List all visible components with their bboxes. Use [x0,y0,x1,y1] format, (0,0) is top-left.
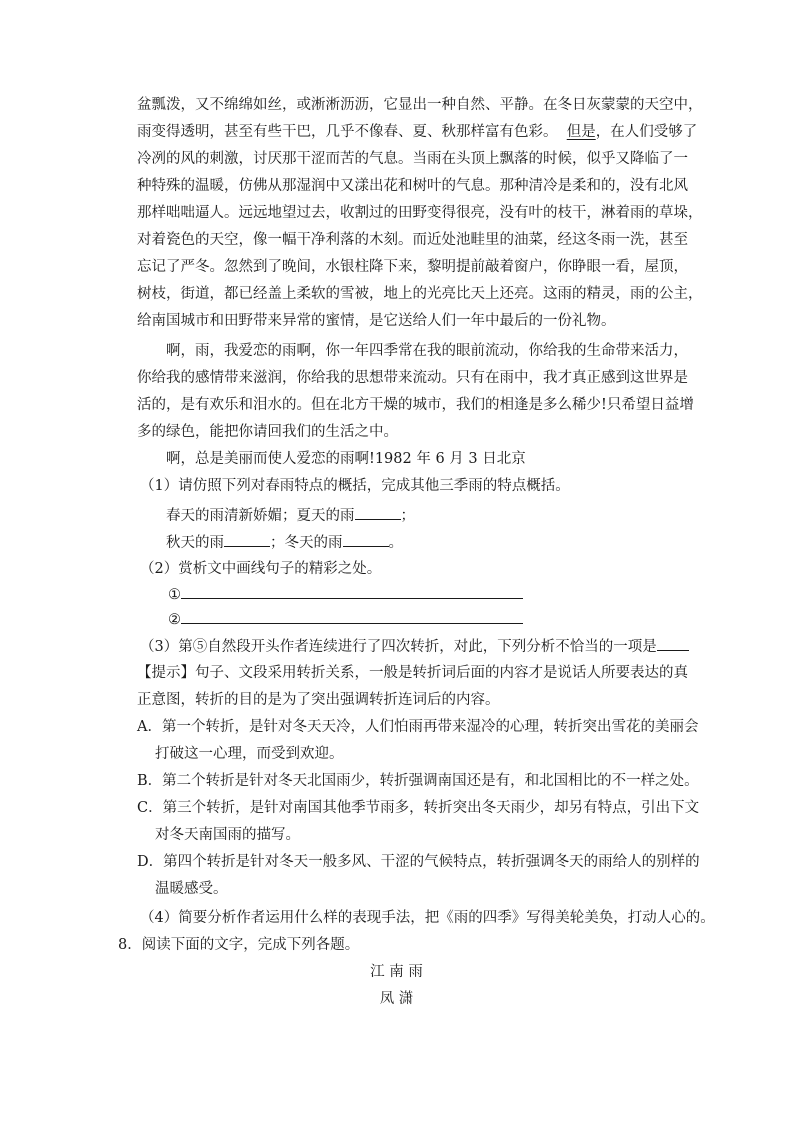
passage-line [137,122,697,142]
prompt-text: 秋天的雨 [166,535,224,551]
option-c-cont: 对冬天南国雨的描写。 [155,827,300,843]
passage-line: 那样咄咄逼人。远远地望过去，收割过的田野变得很亮，没有叶的枝干，淋着雨的草垛， [137,205,703,221]
hint-line [137,663,688,683]
question-2: （2）赏析文中画线句子的精彩之处。 [140,561,382,577]
passage-line: 对着瓷色的天空，像一幅干净利落的木刻。而近处池畦里的油菜，经这冬雨一洗，甚至 [137,232,688,248]
question-1-line [166,532,403,553]
answer-blank[interactable] [355,505,401,520]
passage-line: 盆瓢泼，又不绵绵如丝，或淅淅沥沥，它显出一种自然、平静。在冬日灰蒙蒙的天空中， [137,97,703,113]
passage-line: 你给我的感情带来滋润，你给我的思想带来流动。只有在雨中，我才真正感到这世界是 [137,370,688,386]
passage-line: 啊，雨，我爱恋的雨啊，你一年四季常在我的眼前流动，你给我的生命带来活力， [166,343,688,359]
hint-line: 正意图，转折的目的是为了突出强调转折连词后的内容。 [137,692,500,708]
prompt-text: 春天的雨清新娇媚；夏天的雨 [166,508,355,524]
option-d[interactable]: D．第四个转折是针对冬天一般多风、干涩的气候特点，转折强调冬天的雨给人的别样的 [137,854,700,870]
passage-line: 冷冽的风的刺激，讨厌那干涩而苦的气息。当雨在头顶上飘落的时候，似乎又降临了一 [137,151,688,167]
article-title: 江 南 雨 [370,964,423,980]
option-a-cont: 打破这一心理，而受到欢迎。 [155,746,344,762]
question-1-line [166,505,415,526]
passage-text: 雨变得透明，甚至有些干巴，几乎不像春、夏、秋那样富有色彩。 [137,124,558,140]
passage-line: 活的，是有欢乐和泪水的。但在北方干燥的城市，我们的相逢是多么稀少!只希望日益增 [137,397,694,413]
option-c[interactable]: C．第三个转折，是针对南国其他季节雨多，转折突出冬天雨少，却另有特点，引出下文 [137,800,700,816]
passage-line: 多的绿色，能把你请回我们的生活之中。 [137,424,398,440]
question-3 [140,636,689,657]
punct: ； [400,508,415,524]
prompt-text: ；冬天的雨 [270,535,343,551]
answer-blank[interactable] [657,636,689,651]
option-b[interactable]: B．第二个转折是针对冬天北国雨少，转折强调南国还是有，和北国相比的不一样之处。 [137,773,699,789]
question-1: （1）请仿照下列对春雨特点的概括，完成其他三季雨的特点概括。 [140,478,570,494]
question-8: 8．阅读下面的文字，完成下列各题。 [118,937,360,953]
option-d-cont: 温暖感受。 [155,881,228,897]
hint-label: 【提示】 [137,665,195,681]
underlined-word: 但是 [566,124,596,140]
question-2-item [168,609,523,630]
passage-line: 忘记了严冬。忽然到了晚间，水银柱降下来，黎明提前敲着窗户，你睁眼一看，屋顶， [137,259,688,275]
passage-line: 种特殊的温暖，仿佛从那湿润中又漾出花和树叶的气息。那种清冷是柔和的，没有北风 [137,178,688,194]
answer-blank[interactable] [343,532,389,547]
question-4: （4）简要分析作者运用什么样的表现手法，把《雨的四季》写得美轮美奂，打动人心的。 [140,910,715,926]
answer-line[interactable] [181,609,523,624]
passage-line: 树枝，街道，都已经盖上柔软的雪被，地上的光亮比天上还亮。这雨的精灵，雨的公主， [137,286,703,302]
item-number: ② [168,612,181,628]
passage-line: 啊，总是美丽而使人爱恋的雨啊!1982 年 6 月 3 日北京 [166,451,526,467]
question-2-item [168,584,523,605]
passage-line: 给南国城市和田野带来异常的蜜情，是它送给人们一年中最后的一份礼物。 [137,313,616,329]
answer-line[interactable] [181,584,523,599]
question-text: （3）第⑤自然段开头作者连续进行了四次转折，对此，下列分析不恰当的一项是 [140,639,657,655]
answer-blank[interactable] [224,532,270,547]
option-a[interactable]: A．第一个转折，是针对冬天天冷，人们怕雨再带来湿冷的心理，转折突出雪花的美丽会 [137,719,699,735]
hint-text: 句子、文段采用转折关系，一般是转折词后面的内容才是说话人所要表达的真 [195,665,688,681]
punct: 。 [388,535,403,551]
passage-text: ，在人们受够了 [595,124,698,140]
item-number: ① [168,587,181,603]
article-author: 凤 潇 [379,991,414,1007]
